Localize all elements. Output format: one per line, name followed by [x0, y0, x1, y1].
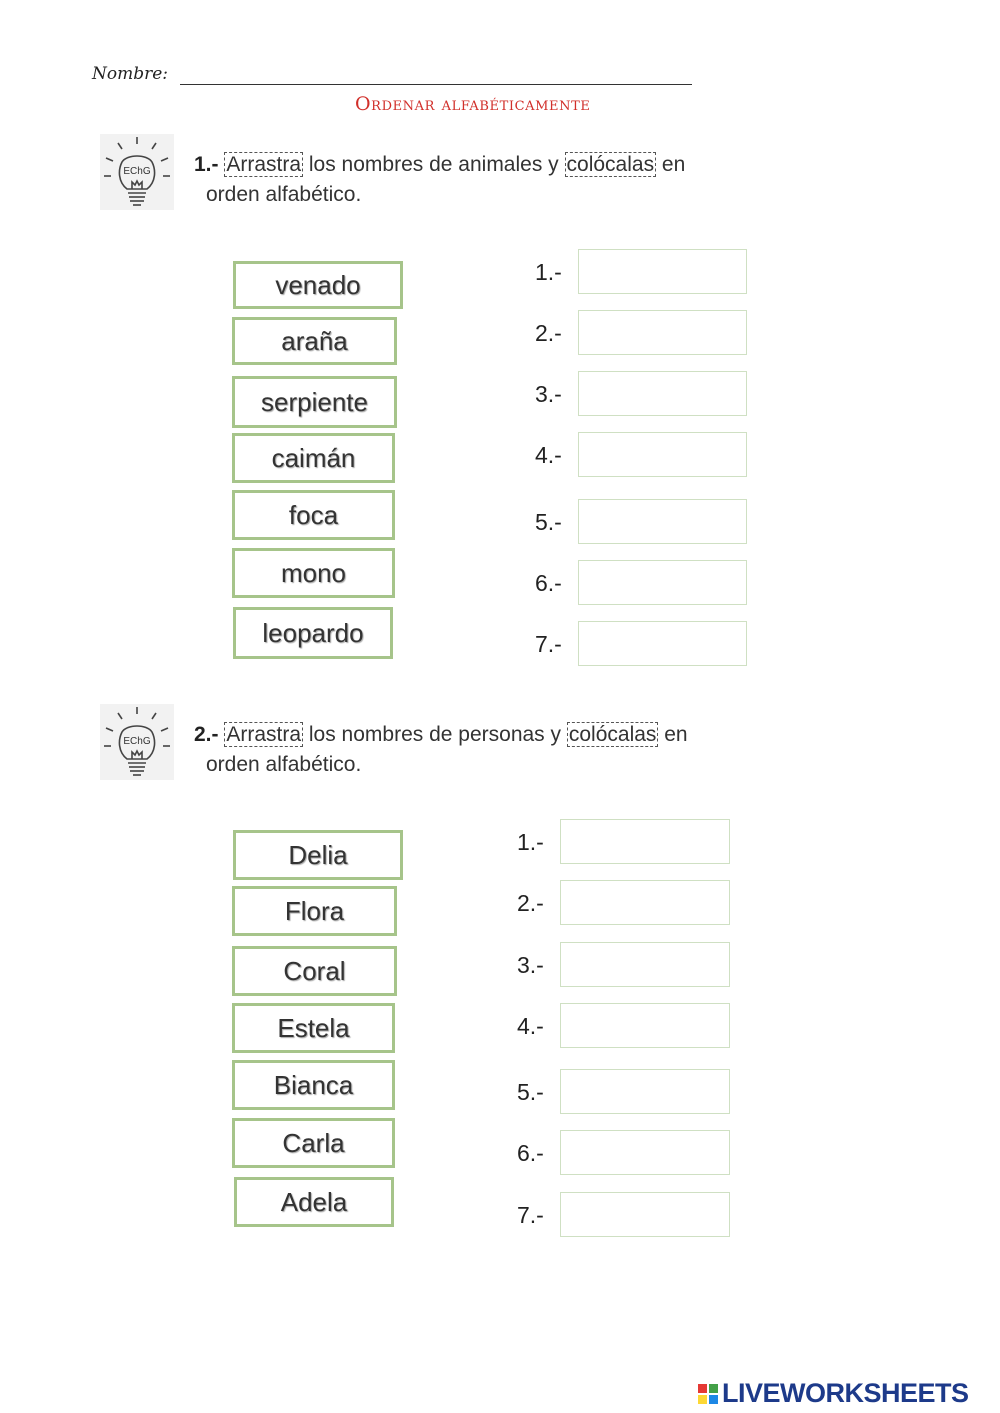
liveworksheets-brand: LIVEWORKSHEETS	[722, 1378, 969, 1408]
slot-number: 7.-	[517, 1202, 544, 1228]
draggable-word[interactable]: venado	[233, 261, 403, 309]
exercise1-word-drag: Arrastra	[226, 153, 302, 176]
exercise1-number: 1.-	[194, 153, 219, 176]
draggable-word[interactable]: foca	[232, 490, 395, 540]
slot-number: 7.-	[535, 631, 562, 657]
answer-drop-slot[interactable]	[578, 310, 747, 355]
slot-number: 2.-	[517, 890, 544, 916]
exercise2-word-drag: Arrastra	[226, 723, 302, 746]
exercise2-instructions	[194, 720, 814, 750]
exercise2-number: 2.-	[194, 723, 219, 746]
draggable-word[interactable]: Carla	[232, 1118, 395, 1168]
lightbulb-icon	[100, 704, 174, 780]
bulb-text: EChG	[123, 736, 151, 747]
exercise2-text-mid: los nombres de personas y	[303, 723, 567, 746]
draggable-word[interactable]: Estela	[232, 1003, 395, 1053]
slot-number: 4.-	[535, 442, 562, 468]
answer-drop-slot[interactable]	[560, 880, 730, 925]
draggable-word[interactable]: leopardo	[233, 607, 393, 659]
answer-drop-slot[interactable]	[560, 1003, 730, 1048]
answer-drop-slot[interactable]	[560, 1192, 730, 1237]
draggable-word[interactable]: Delia	[233, 830, 403, 880]
slot-number: 5.-	[517, 1079, 544, 1105]
slot-number: 6.-	[517, 1140, 544, 1166]
answer-drop-slot[interactable]	[560, 1130, 730, 1175]
slot-number: 1.-	[517, 829, 544, 855]
slot-number: 2.-	[535, 320, 562, 346]
exercise2-word-place: colócalas	[568, 723, 657, 746]
draggable-word[interactable]: Coral	[232, 946, 397, 996]
answer-drop-slot[interactable]	[578, 560, 747, 605]
answer-drop-slot[interactable]	[578, 621, 747, 666]
answer-drop-slot[interactable]	[578, 499, 747, 544]
exercise1-text-mid: los nombres de animales y	[303, 153, 565, 176]
exercise2-instructions-line2: orden alfabético.	[206, 753, 362, 776]
draggable-word[interactable]: Adela	[234, 1177, 394, 1227]
bulb-text: EChG	[123, 166, 151, 177]
name-label: Nombre:	[92, 64, 169, 84]
answer-drop-slot[interactable]	[560, 1069, 730, 1114]
exercise1-instructions-line2: orden alfabético.	[206, 183, 362, 206]
slot-number: 1.-	[535, 259, 562, 285]
draggable-word[interactable]: serpiente	[232, 376, 397, 428]
slot-number: 5.-	[535, 509, 562, 535]
answer-drop-slot[interactable]	[560, 942, 730, 987]
slot-number: 3.-	[517, 952, 544, 978]
answer-drop-slot[interactable]	[560, 819, 730, 864]
name-line	[180, 84, 692, 85]
slot-number: 6.-	[535, 570, 562, 596]
draggable-word[interactable]: Flora	[232, 886, 397, 936]
draggable-word[interactable]: araña	[232, 317, 397, 365]
answer-drop-slot[interactable]	[578, 432, 747, 477]
exercise2-text-end: en	[658, 723, 688, 746]
liveworksheets-logo-icon	[698, 1384, 718, 1404]
exercise1-word-place: colócalas	[566, 153, 655, 176]
draggable-word[interactable]: caimán	[232, 433, 395, 483]
slot-number: 4.-	[517, 1013, 544, 1039]
page-title: Ordenar alfabéticamente	[355, 93, 591, 115]
answer-drop-slot[interactable]	[578, 371, 747, 416]
exercise1-instructions	[194, 150, 814, 180]
liveworksheets-logo	[698, 1378, 969, 1409]
slot-number: 3.-	[535, 381, 562, 407]
lightbulb-icon	[100, 134, 174, 210]
draggable-word[interactable]: mono	[232, 548, 395, 598]
exercise1-text-end: en	[656, 153, 686, 176]
draggable-word[interactable]: Bianca	[232, 1060, 395, 1110]
answer-drop-slot[interactable]	[578, 249, 747, 294]
